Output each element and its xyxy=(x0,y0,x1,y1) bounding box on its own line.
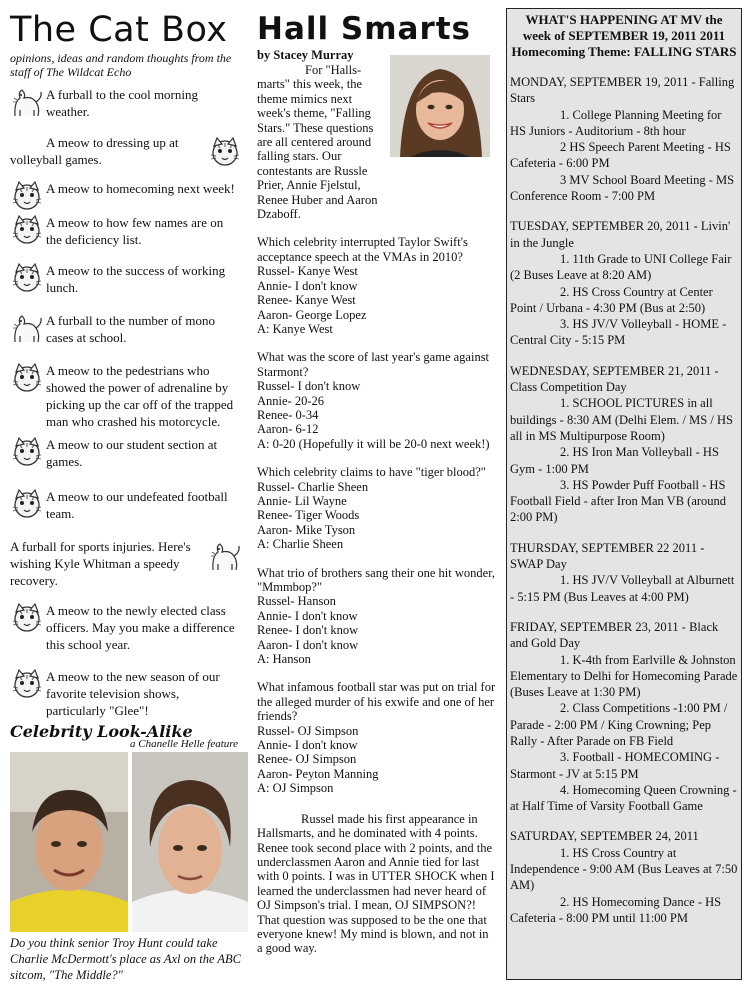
cat-box-item xyxy=(10,312,242,348)
furball-cat-icon xyxy=(10,312,44,344)
cat-box-item xyxy=(10,180,242,216)
schedule-event: 2. HS Homecoming Dance - HS Cafeteria - 8:00 PM until 11:00 PM xyxy=(510,894,722,925)
wildcat-head-icon xyxy=(10,262,44,294)
schedule-day-title: WEDNESDAY, SEPTEMBER 21, 2011 - Class Competition Day xyxy=(510,363,719,395)
hall-smarts-title: Hall Smarts xyxy=(257,11,472,47)
wildcat-head-icon xyxy=(10,180,44,212)
schedule-day xyxy=(507,363,741,526)
schedule-event: 3 MV School Board Meeting - MS Conference Room - 7:00 PM xyxy=(510,172,735,204)
celebrity-caption: Do you think senior Troy Hunt could take Charlie McDermott's place as Axl on the ABC sitcom, "The Middle?" xyxy=(10,936,241,982)
cat-box-item xyxy=(10,362,242,430)
answer-text: Annie- Lil Wayne xyxy=(257,493,347,508)
wildcat-head-icon xyxy=(10,488,44,520)
answer-text: Renee- Tiger Woods xyxy=(257,508,360,523)
hall-smarts-question xyxy=(257,680,497,795)
answer-text: Annie- I don't know xyxy=(257,738,358,753)
schedule-event: 1. HS JV/V Volleyball at Alburnett - 5:15 PM (Bus Leaves at 4:00 PM) xyxy=(510,573,735,604)
answer-text: Russel- OJ Simpson xyxy=(257,723,359,738)
answer-text: Russel- Kanye West xyxy=(257,264,358,279)
answer-text: Annie- 20-26 xyxy=(257,393,324,408)
schedule-day-title: MONDAY, SEPTEMBER 19, 2011 - Falling Stars xyxy=(510,75,735,106)
answer-text: Renee- OJ Simpson xyxy=(257,752,357,767)
hall-smarts-intro: For "Halls-marts" this week, the theme mimics next week's theme, "Falling Stars." These questions are all centered around falling stars. Our contestants are Russle Prier, Annie Fjelstul, Renee Huber and Aaron Dzaboff. xyxy=(257,63,378,222)
cat-box-item-text: A furball to the cool morning weather. xyxy=(46,87,199,119)
schedule-event: 1. HS Cross Country at Independence - 9:00 AM (Bus Leaves at 7:50 AM) xyxy=(510,845,738,893)
answer-text: Aaron- 6-12 xyxy=(257,422,319,437)
schedule-event: 2. Class Competitions -1:00 PM / Parade - 2:00 PM / King Crowning; Pep Rally - After Parade on FB Field xyxy=(510,701,728,748)
answer-text: Aaron- George Lopez xyxy=(257,307,367,322)
schedule-day xyxy=(507,619,741,815)
schedule-day xyxy=(507,74,741,204)
schedule-event: 2. HS Iron Man Volleyball - HS Gym - 1:00 PM xyxy=(510,445,719,476)
answer-text: Renee- 0-34 xyxy=(257,407,319,422)
answer-text: Annie- I don't know xyxy=(257,278,358,293)
hall-smarts-questions xyxy=(257,235,497,795)
cat-box-item xyxy=(10,262,242,298)
cat-box-item xyxy=(10,668,242,719)
cat-box-item xyxy=(10,602,242,653)
answer-text: A: Hanson xyxy=(257,652,311,667)
schedule-day-title: TUESDAY, SEPTEMBER 20, 2011 - Livin' in the Jungle xyxy=(510,219,731,250)
schedule-day xyxy=(507,828,741,926)
cat-box-item xyxy=(10,538,242,589)
answer-text: Annie- I don't know xyxy=(257,608,358,623)
answer-text: Aaron- I don't know xyxy=(257,637,359,652)
schedule-event: 3. Football - HOMECOMING - Starmont - JV at 5:15 PM xyxy=(510,750,720,781)
wildcat-head-icon xyxy=(208,136,242,168)
answer-text: Russel- Hanson xyxy=(257,594,336,609)
schedule-event: 3. HS JV/V Volleyball - HOME - Central City - 5:15 PM xyxy=(510,317,727,348)
schedule-event: 2. HS Cross Country at Center Point / Urbana - 4:30 PM (Bus at 2:50) xyxy=(510,284,713,315)
hall-smarts-column xyxy=(257,0,497,956)
cat-box-item-text: A meow to how few names are on the deficiency list. xyxy=(46,215,224,247)
schedule-event: 1. College Planning Meeting for HS Juniors - Auditorium - 8th hour xyxy=(510,107,722,138)
cat-box-tagline: opinions, ideas and random thoughts from the staff of The Wildcat Echo xyxy=(10,51,232,79)
cat-box-item xyxy=(10,488,242,524)
schedule-day-title: FRIDAY, SEPTEMBER 23, 2011 - Black and Gold Day xyxy=(510,619,719,651)
troy-hunt-photo xyxy=(10,752,128,932)
schedule-event: 3. HS Powder Puff Football - HS Football Field - after Iron Man VB (around 2:00 PM) xyxy=(510,477,727,525)
cat-box-item-text: A meow to dressing up at volleyball games. xyxy=(10,135,179,167)
schedule-day-title: SATURDAY, SEPTEMBER 24, 2011 xyxy=(510,829,699,844)
schedule-event: 1. 11th Grade to UNI College Fair (2 Buses Leave at 8:20 AM) xyxy=(510,251,732,283)
cat-box-item-text: A meow to our undefeated football team. xyxy=(46,489,228,521)
cat-box-item xyxy=(10,86,242,122)
answer-text: Russel- I don't know xyxy=(257,379,361,394)
furball-cat-icon xyxy=(10,86,44,118)
cat-box-item xyxy=(10,214,242,250)
question-text: What was the score of last year's game against Starmont? xyxy=(257,350,490,379)
schedule-event: 4. Homecoming Queen Crowning - at Half Time of Varsity Football Game xyxy=(510,782,737,814)
cat-box-item-text: A meow to the newly elected class officers. May you make a difference this school year. xyxy=(46,603,235,652)
cat-box-item xyxy=(10,134,242,170)
question-text: What trio of brothers sang their one hit wonder, "Mmmbop?" xyxy=(257,565,495,594)
hall-smarts-closing: Russel made his first appearance in Hallsmarts, and he dominated with 4 points. Renee took second place with 2 points, and the underclassmen Aaron and Annie tied for last with 0 points. I was in UTTER SHOCK when I learned the underclassmen had never heard of OJ Simpson's trial. I mean, OJ SIMPSON?! That question was supposed to be the one that everyone knew! My mind is blown, and not in a good way. xyxy=(257,811,495,956)
schedule-event: 2 HS Speech Parent Meeting - HS Cafeteria - 6:00 PM xyxy=(510,140,731,171)
wildcat-head-icon xyxy=(10,214,44,246)
cat-box-title: The Cat Box xyxy=(10,10,228,50)
cat-box-item-text: A meow to the new season of our favorite television shows, particularly "Glee"! xyxy=(46,669,220,718)
wildcat-head-icon xyxy=(10,602,44,634)
cat-box-item xyxy=(10,436,242,472)
answer-text: A: 0-20 (Hopefully it will be 20-0 next week!) xyxy=(257,436,490,451)
answer-text: Russel- Charlie Sheen xyxy=(257,479,369,494)
hall-smarts-question xyxy=(257,566,497,667)
whats-happening-heading: WHAT'S HAPPENING AT MV the week of SEPTEMBER 19, 2011 2011 Homecoming Theme: FALLING STARS xyxy=(511,12,737,59)
question-text: Which celebrity claims to have "tiger blood?" xyxy=(257,465,486,480)
whats-happening-box xyxy=(506,8,742,980)
question-text: What infamous football star was put on trial for the alleged murder of his exwife and one of her friends? xyxy=(257,680,496,724)
cat-box-item-text: A meow to our student section at games. xyxy=(46,437,218,469)
hall-smarts-question xyxy=(257,465,497,551)
charlie-mcdermott-photo xyxy=(132,752,248,932)
celebrity-credit: a Chanelle Helle feature xyxy=(130,738,239,750)
schedule-day-title: THURSDAY, SEPTEMBER 22 2011 - SWAP Day xyxy=(510,540,705,572)
answer-text: Renee- I don't know xyxy=(257,623,359,638)
wildcat-head-icon xyxy=(10,668,44,700)
stacey-murray-photo xyxy=(390,55,490,157)
cat-box-item-text: A furball to the number of mono cases at school. xyxy=(46,313,215,345)
schedule-list xyxy=(507,74,741,926)
cat-box-column xyxy=(10,0,248,982)
celebrity-title: Celebrity Look-Alike xyxy=(10,722,193,741)
cat-box-item-text: A meow to the pedestrians who showed the power of adrenaline by picking up the car off of the trapped man who crashed his motorcycle. xyxy=(46,363,234,429)
wildcat-head-icon xyxy=(10,436,44,468)
schedule-day xyxy=(507,218,741,348)
answer-text: A: OJ Simpson xyxy=(257,781,334,796)
hall-smarts-byline: by Stacey Murray xyxy=(257,48,354,62)
wildcat-head-icon xyxy=(10,362,44,394)
hall-smarts-question xyxy=(257,235,497,336)
schedule-day xyxy=(507,540,741,605)
answer-text: A: Kanye West xyxy=(257,321,333,336)
hall-smarts-question xyxy=(257,350,497,451)
cat-box-item-text: A meow to the success of working lunch. xyxy=(46,263,226,295)
schedule-event: 1. K-4th from Earlville & Johnston Elementary to Delhi for Homecoming Parade (Buses Leave at 1:30 PM) xyxy=(510,652,738,700)
question-text: Which celebrity interrupted Taylor Swift's acceptance speech at the VMAs in 2010? xyxy=(257,235,468,264)
answer-text: Aaron- Peyton Manning xyxy=(257,766,379,781)
schedule-event: 1. SCHOOL PICTURES in all buildings - 8:30 AM (Delhi Elem. / MS / HS all in MS Multipurpose Room) xyxy=(510,396,733,443)
cat-box-item-text: A meow to homecoming next week! xyxy=(46,181,235,196)
furball-cat-icon xyxy=(208,540,242,572)
cat-box-item-text: A furball for sports injuries. Here's wishing Kyle Whitman a speedy recovery. xyxy=(10,539,191,588)
answer-text: A: Charlie Sheen xyxy=(257,537,344,552)
answer-text: Aaron- Mike Tyson xyxy=(257,522,356,537)
answer-text: Renee- Kanye West xyxy=(257,293,356,308)
